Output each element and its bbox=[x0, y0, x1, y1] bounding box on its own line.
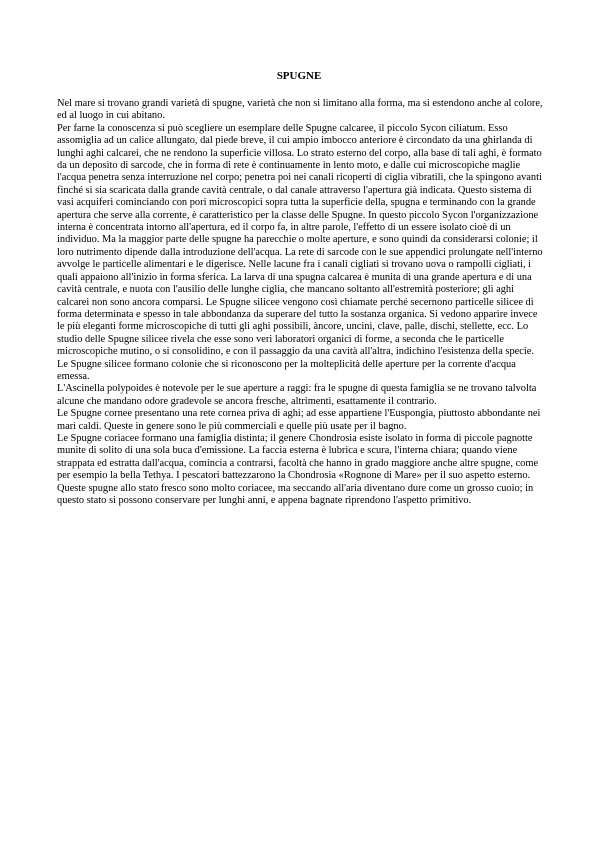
paragraph-ascinella: L'Ascinella polypoides è notevole per le sue aperture a raggi: fra le spugne di questa famiglia se ne trovano talvolta alcune che mandano odore gradevole se ancora fresche, altrimenti, esattamente il contrario. bbox=[57, 383, 537, 407]
page-title: SPUGNE bbox=[276, 70, 322, 82]
paragraph-horny-sponges: Le Spugne cornee presentano una rete cornea priva di aghi; ad esse appartiene l'Euspongia, piuttosto abbondante nei mari caldi. Queste in genere sono le più commerciali e quelle più usate per il bagno. bbox=[57, 408, 541, 432]
body-text bbox=[57, 98, 544, 507]
paragraph-leathery-sponges: Le Spugne coriacee formano una famiglia distinta; il genere Chondrosia esiste isolato in forma di piccole pagnotte munite di solito di una sola buca d'emissione. La faccia esterna è lubrica e scura, l'interna chiara; quando viene strappata ed estratta dall'acqua, comincia a contrarsi, facoltà che hanno in grado maggiore anche altre spugne, come per esempio la bella Tethya. I pescatori battezzarono la Chondrosia «Rognone di Mare» per il suo aspetto esterno. Queste spugne allo stato fresco sono molto coriacee, ma seccando all'aria diventano dure come un grosso cuoio; in questo stato si possono conservare per lunghi anni, e appena bagnate riprendono l'aspetto primitivo. bbox=[57, 432, 539, 506]
paragraph-calcareous-sponges: Per farne la conoscenza si può scegliere un esemplare delle Spugne calcaree, il piccolo Sycon ciliatum. Esso assomiglia ad un calice allungato, dal piede breve, il cui ampio imbocco anteriore è circondato da una ghirlanda di lunghi aghi calcarei, che ne rendono la superficie villosa. Lo strato esterno del corpo, alla base di tali aghi, è formato da un deposito di sarcode, che in forma di rete è continuamente in lento moto, e dalle cui microscopiche maglie l'acqua penetra senza interruzione nel corpo; penetra poi nei canali ricoperti di ciglia vibratili, che la spingono avanti finché si sia scaricata dalla grande cavità centrale, o dal canale attraverso l'apertura già indicata. Questo sistema di vasi acquiferi cominciando con pori microscopici sopra tutta la superficie della, spugna e terminando con la grande apertura che serve alla corrente, è caratteristico per la classe delle Spugne. In questo piccolo Sycon l'organizzazione interna è concentrata intorno all'apertura, ed il corpo fa, in altre parole, l'effetto di un essere isolato cioè di un individuo. Ma la maggior parte delle spugne ha parecchie o molte aperture, e sono quindi da considerarsi colonie; il loro nutrimento dipende dalla introduzione dell'acqua. La rete di sarcode con le sue appendici prolungate nell'interno avvolge le particelle alimentari e le digerisce. Nelle lacune fra i canali cigliati si trovano uova o rampolli cigliati, i quali appaiono all'inizio in forma sferica. La larva di una spugna calcarea è munita di una grande apertura e di una cavità centrale, e nuota con l'ausilio delle lunghe ciglia, che mancano soltanto all'estremità posteriore; gli aghi calcarei non sono ancora comparsi. Le Spugne silicee vengono così chiamate perché secernono particelle silicee di forma determinata e spesso in tale abbondanza da superare del tutto la sostanza organica. Si vedono apparire invece le più eleganti forme microscopiche di tutti gli aghi possibili, àncore, uncini, clave, palle, dischi, stellette, ecc. Lo studio delle Spugne silicee rivela che esse sono veri laboratori organici di forme, a seconda che le particelle microscopiche mutino, o si consolidino, e con il passaggio da una cavità all'altra, indichino l'esistenza della specie. Le Spugne silicee formano colonie che si riconoscono per la molteplicità delle aperture per la corrente d'acqua emessa. bbox=[57, 122, 543, 382]
paragraph-intro: Nel mare si trovano grandi varietà di spugne, varietà che non si limitano alla forma, ma si estendono anche al colore, ed al luogo in cui abitano. bbox=[57, 98, 543, 122]
